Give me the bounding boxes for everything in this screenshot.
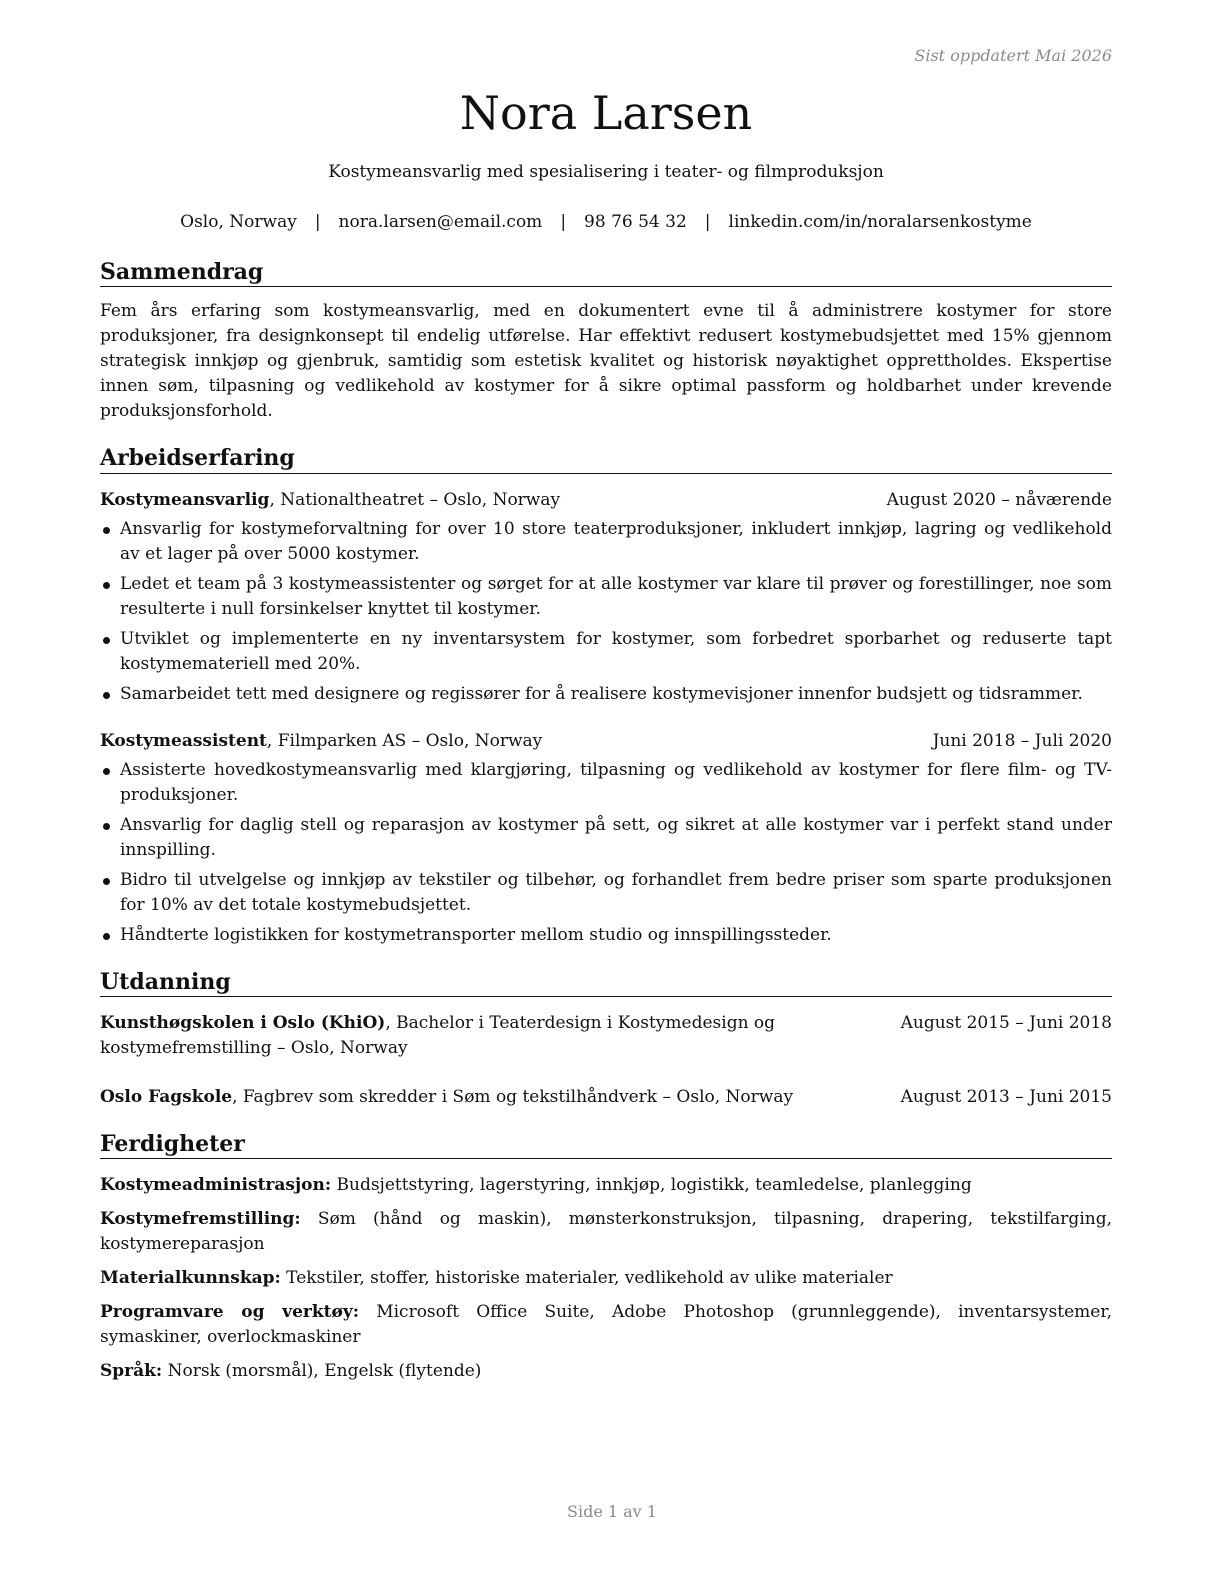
skill-item [100, 1173, 1112, 1198]
skill-item [100, 1300, 1112, 1350]
list-item: Samarbeidet tett med designere og regissører for å realisere kostymevisjoner innenfor budsjett og tidsrammer. [100, 682, 1112, 707]
job-dates: Juni 2018 – Juli 2020 [932, 730, 1112, 751]
job-bullets [100, 517, 1112, 707]
skill-item [100, 1359, 1112, 1384]
skill-value: Søm (hånd og maskin), mønsterkonstruksjon, tilpasning, drapering, tekstilfarging, kostymereparasjon [100, 1209, 1112, 1255]
list-item: Utviklet og implementerte en ny inventarsystem for kostymer, som forbedret sporbarhet og reduserte tapt kostymemateriell med 20%. [100, 627, 1112, 677]
contact-linkedin[interactable]: linkedin.com/in/noralarsenkostyme [728, 212, 1032, 232]
job-dates: August 2020 – nåværende [886, 489, 1112, 510]
section-title-experience: Arbeidserfaring [100, 446, 1112, 473]
skill-label: Programvare og verktøy: [100, 1302, 360, 1323]
education-detail: , Fagbrev som skredder i Søm og tekstilhåndverk – Oslo, Norway [232, 1086, 794, 1107]
section-title-skills: Ferdigheter [100, 1132, 1112, 1159]
skill-value: Norsk (morsmål), Engelsk (flytende) [162, 1361, 482, 1382]
list-item: Ansvarlig for kostymeforvaltning for over 10 store teaterproduksjoner, inkludert innkjøp, lagring og vedlikehold av et lager på over 5000 kostymer. [100, 517, 1112, 567]
candidate-tagline: Kostymeansvarlig med spesialisering i teater- og filmproduksjon [328, 162, 884, 182]
job-role: Kostymeansvarlig [100, 489, 270, 510]
list-item: Ledet et team på 3 kostymeassistenter og sørget for at alle kostymer var klare til prøver og forestillinger, noe som resulterte i null forsinkelser knyttet til kostymer. [100, 572, 1112, 622]
skill-value: Tekstiler, stoffer, historiske materialer, vedlikehold av ulike materialer [280, 1268, 893, 1289]
education-school: Kunsthøgskolen i Oslo (KhiO) [100, 1012, 386, 1033]
education-dates: August 2013 – Juni 2015 [900, 1086, 1112, 1107]
skill-label: Kostymefremstilling: [100, 1209, 301, 1230]
job-header [100, 488, 1112, 513]
job-header [100, 729, 1112, 754]
education-item [100, 1085, 1112, 1110]
contact-phone: 98 76 54 32 [584, 212, 687, 232]
education-detail: , Bachelor i Teaterdesign i Kostymedesign og kostymefremstilling – Oslo, Norway [100, 1012, 776, 1058]
list-item: Bidro til utvelgelse og innkjøp av tekstiler og tilbehør, og forhandlet frem bedre priser som sparte produksjonen for 10% av det totale kostymebudsjettet. [100, 868, 1112, 918]
last-updated-note: Sist oppdatert Mai 2026 [914, 46, 1112, 65]
contact-location: Oslo, Norway [180, 212, 297, 232]
skill-value: Microsoft Office Suite, Adobe Photoshop (grunnleggende), inventarsystemer, symaskiner, overlockmaskiner [100, 1302, 1112, 1348]
list-item: Håndterte logistikken for kostymetransporter mellom studio og innspillingssteder. [100, 923, 1112, 948]
education-dates: August 2015 – Juni 2018 [900, 1012, 1112, 1033]
job-place: , Nationaltheatret – Oslo, Norway [269, 489, 561, 510]
skill-value: Budsjettstyring, lagerstyring, innkjøp, logistikk, teamledelse, planlegging [331, 1175, 972, 1196]
contact-line [100, 212, 1112, 232]
section-title-education: Utdanning [100, 970, 1112, 997]
skill-label: Språk: [100, 1361, 163, 1382]
skill-label: Materialkunnskap: [100, 1268, 281, 1289]
contact-separator: | [704, 212, 711, 232]
summary-text: Fem års erfaring som kostymeansvarlig, med en dokumentert evne til å administrere kostymer for store produksjoner, fra designkonsept til endelig utførelse. Har effektivt redusert kostymebudsjettet med 15% gjennom strategisk innkjøp og gjenbruk, samtidig som estetisk kvalitet og historisk nøyaktighet opprettholdes. Ekspertise innen søm, tilpasning og vedlikehold av kostymer for å sikre optimal passform og holdbarhet under krevende produksjonsforhold. [100, 301, 1112, 422]
skill-label: Kostymeadministrasjon: [100, 1175, 332, 1196]
contact-email[interactable]: nora.larsen@email.com [338, 212, 543, 232]
job-role: Kostymeassistent [100, 730, 267, 751]
candidate-name: Nora Larsen [459, 86, 753, 140]
contact-separator: | [314, 212, 321, 232]
list-item: Assisterte hovedkostymeansvarlig med klargjøring, tilpasning og vedlikehold av kostymer for flere film- og TV-produksjoner. [100, 758, 1112, 808]
resume-page [100, 40, 1112, 1384]
job-place: , Filmparken AS – Oslo, Norway [266, 730, 543, 751]
education-item [100, 1011, 1112, 1061]
contact-separator: | [560, 212, 567, 232]
skill-item [100, 1207, 1112, 1257]
education-school: Oslo Fagskole [100, 1086, 233, 1107]
skill-item [100, 1266, 1112, 1291]
section-title-summary: Sammendrag [100, 260, 1112, 287]
page-number: Side 1 av 1 [567, 1502, 657, 1521]
job-bullets [100, 758, 1112, 948]
list-item: Ansvarlig for daglig stell og reparasjon av kostymer på sett, og sikret at alle kostymer var i perfekt stand under innspilling. [100, 813, 1112, 863]
